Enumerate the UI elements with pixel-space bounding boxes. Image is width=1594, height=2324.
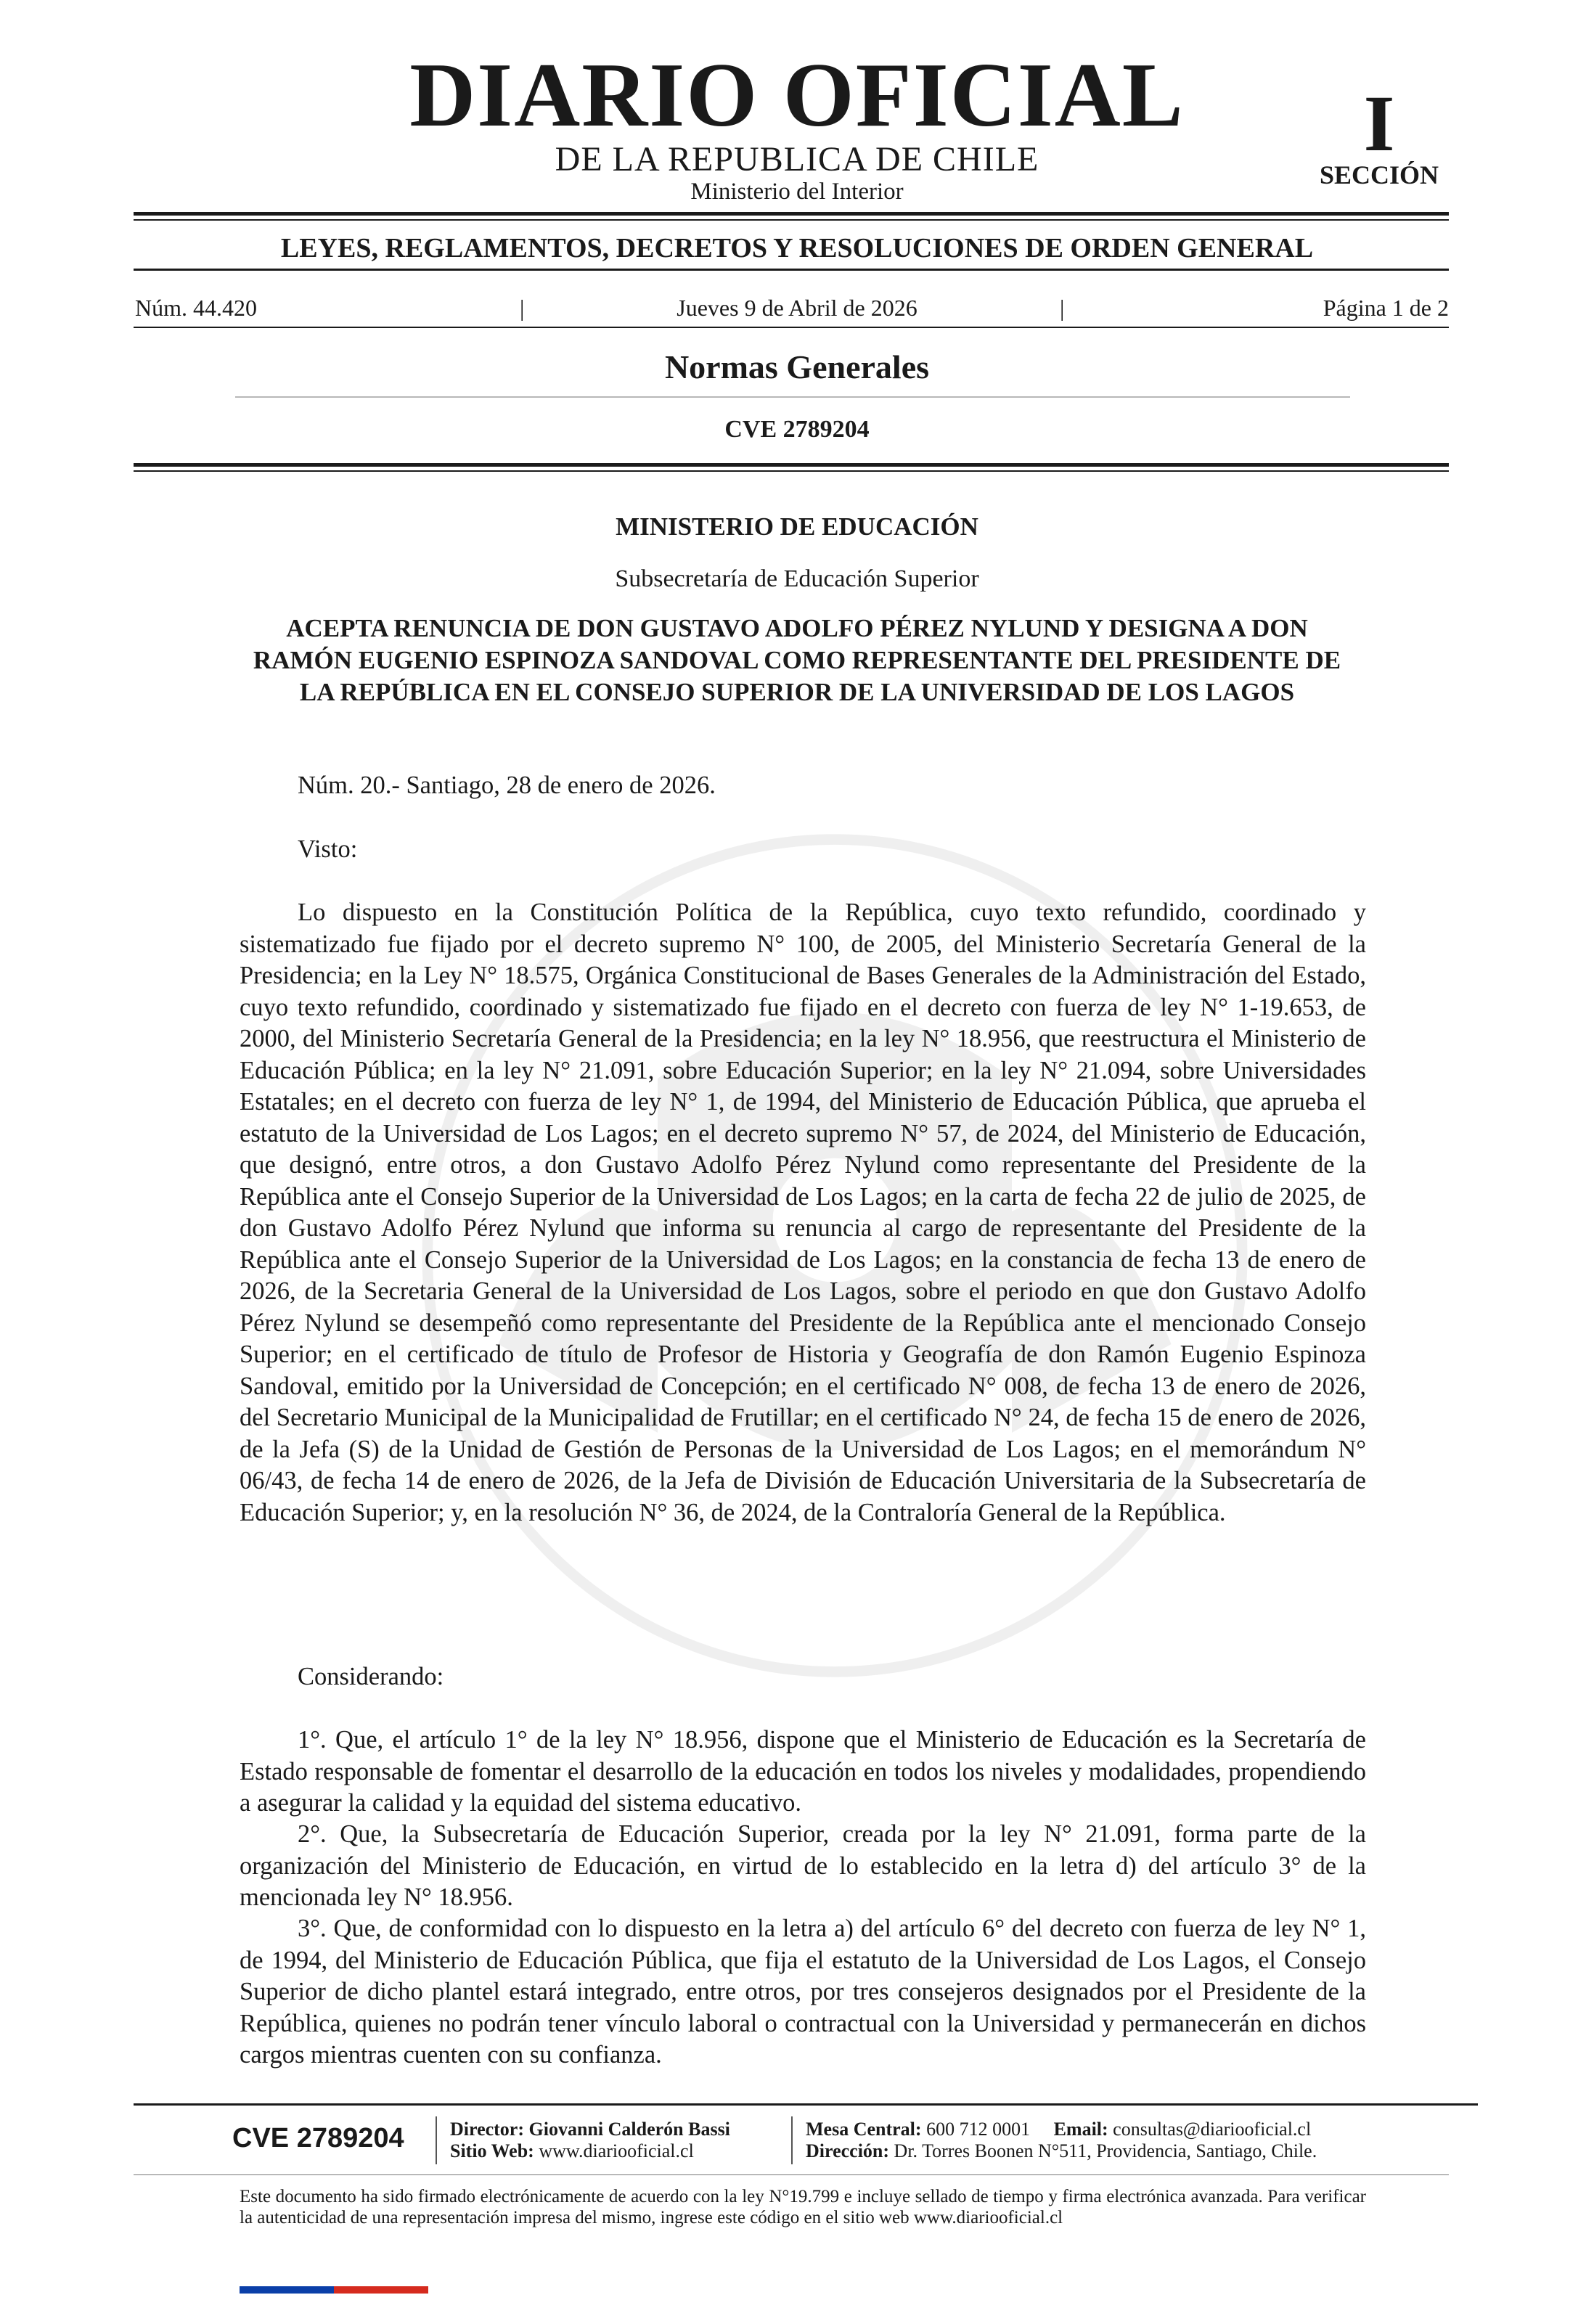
visto-label: Visto: xyxy=(298,835,358,863)
cve-code: CVE 2789204 xyxy=(724,416,870,443)
footer-address xyxy=(806,2140,1317,2162)
considerando-1: 1°. Que, el artículo 1° de la ley N° 18.956, dispone que el Ministerio de Educación es la Secretaría de Estado responsable de fomentar el desarrollo de la educación en todos los niveles y modalidades, propendiendo a asegurar la calidad y la equidad del sistema educativo. xyxy=(240,1726,1366,1817)
email-label: Email: xyxy=(1053,2119,1108,2140)
issue-separator: | xyxy=(520,295,525,321)
web-link[interactable]: www.diariooficial.cl xyxy=(539,2140,694,2161)
section-title: Normas Generales xyxy=(664,348,930,385)
flag-stripe-blue xyxy=(240,2286,334,2294)
issue-page: Página 1 de 2 xyxy=(1323,295,1449,321)
section-divider xyxy=(235,396,1350,398)
footer-separator xyxy=(436,2116,437,2164)
web-label: Sitio Web: xyxy=(450,2140,534,2161)
footer-contact xyxy=(806,2118,1311,2140)
footer-legal-rule xyxy=(134,2174,1449,2175)
considerando-3: 3°. Que, de conformidad con lo dispuesto en la letra a) del artículo 6° del decreto con fuerza de ley N° 1, de 1994, del Ministerio de Educación Pública, que fija el estatuto de la Universidad de Los Lagos, el Consejo Superior de dicho plantel estará integrado, entre otros, por tres consejeros designados por el Presidente de la República, quienes no podrán tener vínculo laboral o contractual con la Universidad y permanecerán en dichos cargos mientras cuenten con su confianza. xyxy=(240,1915,1366,2069)
footer-director xyxy=(450,2118,730,2140)
director-name: Giovanni Calderón Bassi xyxy=(528,2119,730,2140)
header-band: LEYES, REGLAMENTOS, DECRETOS Y RESOLUCIONES DE ORDEN GENERAL xyxy=(280,233,1314,263)
masthead-ministry: Ministerio del Interior xyxy=(690,179,904,205)
cve-rule-thick xyxy=(134,463,1449,467)
header-rule-thin xyxy=(134,219,1449,221)
flag-stripe-red xyxy=(334,2286,428,2294)
issue-rule-top xyxy=(134,269,1449,271)
email-link[interactable]: consultas@diariooficial.cl xyxy=(1113,2119,1312,2140)
issue-number: Núm. 44.420 xyxy=(135,295,257,321)
footer-separator xyxy=(791,2116,793,2164)
mesa-label: Mesa Central: xyxy=(806,2119,922,2140)
issue-date: Jueves 9 de Abril de 2026 xyxy=(677,295,917,321)
masthead-title: DIARIO OFICIAL xyxy=(409,45,1185,146)
director-label: Director: xyxy=(450,2119,525,2140)
section-label: SECCIÓN xyxy=(1319,160,1439,189)
masthead-subtitle: DE LA REPUBLICA DE CHILE xyxy=(555,140,1039,179)
visto-paragraph: Lo dispuesto en la Constitución Política de la República, cuyo texto refundido, coordinado y sistematizado fue fijado por el decreto supremo N° 100, de 2005, del Ministerio Secretaría General de la Presidencia; en la Ley N° 18.575, Orgánica Constitucional de Bases Generales de la Administración del Estado, cuyo texto refundido, coordinado y sistematizado fue fijado en el decreto con fuerza de ley N° 1-19.653, de 2000, del Ministerio Secretaría General de la Presidencia; en la ley N° 18.956, que reestructura el Ministerio de Educación Pública; en la ley N° 21.091, sobre Educación Superior; en la ley N° 21.094, sobre Universidades Estatales; en el decreto con fuerza de ley N° 1, de 1994, del Ministerio de Educación Pública, que aprueba el estatuto de la Universidad de Los Lagos; en el decreto supremo N° 57, de 2024, del Ministerio de Educación, que designó, entre otros, a don Gustavo Adolfo Pérez Nylund como representante del Presidente de la República ante el Consejo Superior de la Universidad de Los Lagos; en la carta de fecha 22 de julio de 2025, de don Gustavo Adolfo Pérez Nylund que informa su renuncia al cargo de representante del Presidente de la República ante el Consejo Superior de la Universidad de Los Lagos; en la constancia de fecha 13 de enero de 2026, de la Secretaria General de la Universidad de Los Lagos, sobre el periodo en que don Gustavo Adolfo Pérez Nylund se desempeñó como representante del Presidente de la República ante el mencionado Consejo Superior; en el certificado de título de Profesor de Historia y Geografía de don Ramón Eugenio Espinoza Sandoval, emitido por la Universidad de Concepción; en el certificado N° 008, de fecha 13 de enero de 2026, del Secretario Municipal de la Municipalidad de Frutillar; en el certificado N° 24, de fecha 15 de enero de 2026, de la Jefa (S) de la Unidad de Gestión de Personas de la Universidad de Los Lagos; en el memorándum N° 06/43, de fecha 14 de enero de 2026, de la Jefa de División de Educación Universitaria de la Subsecretaría de Educación Superior; y, en la resolución N° 36, de 2024, de la Contraloría General de la República. xyxy=(240,899,1366,1526)
subsecretaria-name: Subsecretaría de Educación Superior xyxy=(615,565,979,592)
footer-rule xyxy=(134,2103,1478,2106)
footer-website xyxy=(450,2140,694,2162)
address-text: Dr. Torres Boonen N°511, Providencia, Santiago, Chile. xyxy=(894,2140,1317,2161)
considerando-label: Considerando: xyxy=(298,1663,444,1690)
issue-rule-bottom xyxy=(134,327,1449,328)
decree-number: Núm. 20.- Santiago, 28 de enero de 2026. xyxy=(298,772,716,799)
section-number: I xyxy=(1363,79,1395,168)
issue-separator: | xyxy=(1060,295,1065,321)
footer-legal-notice: Este documento ha sido firmado electrónicamente de acuerdo con la ley N°19.799 e incluye sellado de tiempo y firma electrónica avanzada. Para verificar la autenticidad de una representación impresa del mismo, ingrese este código en el sitio web www.diariooficial.cl xyxy=(240,2187,1366,2227)
considerando-2: 2°. Que, la Subsecretaría de Educación Superior, creada por la ley N° 21.091, forma parte de la organización del Ministerio de Educación, en virtud de lo establecido en la letra d) del artículo 3° de la mencionada ley N° 18.956. xyxy=(240,1820,1366,1911)
address-label: Dirección: xyxy=(806,2140,890,2161)
header-rule-thick xyxy=(134,212,1449,216)
ministry-name: MINISTERIO DE EDUCACIÓN xyxy=(616,512,978,541)
cve-rule-thin xyxy=(134,470,1449,472)
footer-cve-code: CVE 2789204 xyxy=(232,2123,404,2153)
decree-title: ACEPTA RENUNCIA DE DON GUSTAVO ADOLFO PÉREZ NYLUND Y DESIGNA A DON RAMÓN EUGENIO ESPINOZA SANDOVAL COMO REPRESENTANTE DEL PRESIDENTE DE LA REPÚBLICA EN EL CONSEJO SUPERIOR DE LA UNIVERSIDAD DE LOS LAGOS xyxy=(253,614,1341,706)
mesa-phone: 600 712 0001 xyxy=(926,2119,1031,2140)
